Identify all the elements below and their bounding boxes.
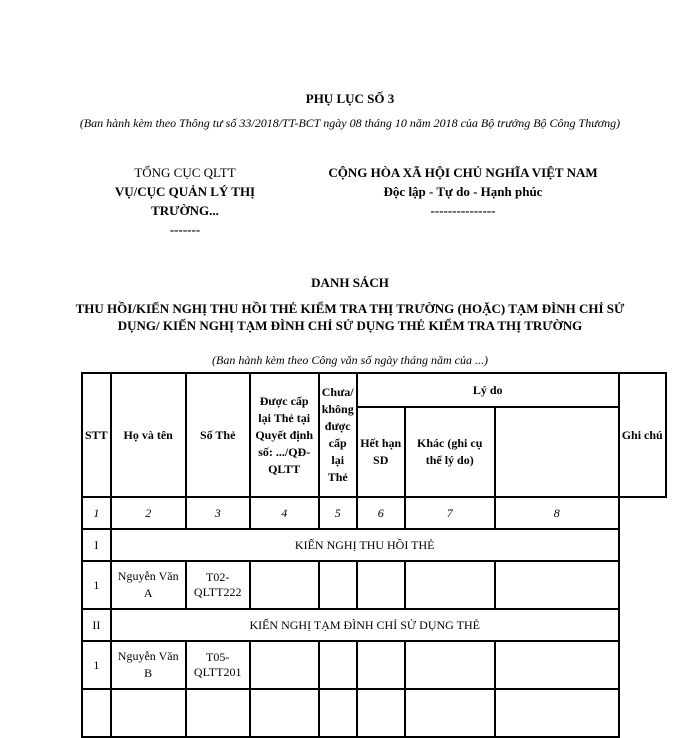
appendix-title: PHỤ LỤC SỐ 3	[305, 91, 395, 106]
row-reissued	[250, 689, 319, 737]
header-notes: Ghi chú	[619, 373, 666, 497]
list-subtitle: THU HỒI/KIẾN NGHỊ THU HỒI THẺ KIỂM TRA THỊ TRƯỜNG (HOẶC) TẠM ĐÌNH CHỈ SỬ DỤNG/ KIẾN NGHỊ TẠM ĐÌNH CHỈ SỬ DỤNG THẺ KIỂM TRA THỊ TRƯỜNG	[75, 301, 625, 333]
section-row-revoke	[82, 529, 666, 561]
row-card-number: T05-QLTT201	[186, 641, 250, 689]
column-number: 8	[495, 497, 619, 529]
row-card-number: T02-QLTT222	[186, 561, 250, 609]
header-card-number: Số Thẻ	[186, 373, 250, 497]
row-other-reason	[405, 641, 495, 689]
column-number: 4	[250, 497, 319, 529]
row-card-number	[186, 689, 250, 737]
row-reissued	[250, 561, 319, 609]
card-list-table	[81, 372, 667, 738]
national-motto: Độc lập - Tự do - Hạnh phúc	[383, 184, 543, 199]
section-label: KIẾN NGHỊ TẠM ĐÌNH CHỈ SỬ DỤNG THẺ	[111, 609, 619, 641]
section-roman: I	[82, 529, 111, 561]
row-notes	[495, 641, 619, 689]
row-stt: 1	[82, 641, 111, 689]
header-name: Họ và tên	[111, 373, 186, 497]
header-reason: Lý do	[357, 373, 619, 407]
row-not-reissued	[319, 689, 357, 737]
agency-separator: -------	[169, 222, 201, 237]
header-other-reason: Khác (ghi cụ thể lý do)	[405, 407, 495, 497]
header-expired: Hết hạn SD	[357, 407, 405, 497]
row-notes	[495, 561, 619, 609]
section-label: KIẾN NGHỊ THU HỒI THẺ	[111, 529, 619, 561]
row-reissued	[250, 641, 319, 689]
row-stt: 1	[82, 561, 111, 609]
row-expired	[357, 689, 405, 737]
table-row	[82, 641, 666, 689]
row-name: Nguyễn Văn A	[111, 561, 186, 609]
column-number: 6	[357, 497, 405, 529]
row-not-reissued	[319, 561, 357, 609]
row-name	[111, 689, 186, 737]
column-number: 5	[319, 497, 357, 529]
table-row-empty	[82, 689, 666, 737]
header-reissued: Được cấp lại Thẻ tại Quyết định số: .../QĐ-QLTT	[250, 373, 319, 497]
section-row-suspend	[82, 609, 666, 641]
issued-note: (Ban hành kèm theo Thông tư số 33/2018/TT-BCT ngày 08 tháng 10 năm 2018 của Bộ trưởng Bộ Công Thương)	[79, 116, 621, 130]
header-not-reissued: Chưa/ không được cấp lại Thẻ	[319, 373, 357, 497]
column-number: 3	[186, 497, 250, 529]
agency-line-1: TỔNG CỤC QLTT	[134, 165, 236, 180]
row-expired	[357, 561, 405, 609]
column-number: 1	[82, 497, 111, 529]
row-other-reason	[405, 561, 495, 609]
row-other-reason	[405, 689, 495, 737]
row-stt	[82, 689, 111, 737]
list-note: (Ban hành kèm theo Công văn số ngày tháng năm của ...)	[212, 353, 488, 367]
row-name: Nguyễn Văn B	[111, 641, 186, 689]
agency-header	[80, 163, 290, 239]
table-row	[82, 561, 666, 609]
section-roman: II	[82, 609, 111, 641]
column-number: 2	[111, 497, 186, 529]
row-not-reissued	[319, 641, 357, 689]
national-title: CỘNG HÒA XÃ HỘI CHỦ NGHĨA VIỆT NAM	[328, 165, 598, 180]
row-expired	[357, 641, 405, 689]
column-number-row	[82, 497, 666, 529]
national-header	[298, 163, 628, 220]
row-notes	[495, 689, 619, 737]
header-stt: STT	[82, 373, 111, 497]
national-separator: ---------------	[430, 203, 496, 218]
list-title: DANH SÁCH	[311, 275, 389, 290]
agency-line-2: VỤ/CỤC QUẢN LÝ THỊ TRƯỜNG...	[114, 184, 256, 218]
table-header-row	[82, 373, 666, 407]
column-number: 7	[405, 497, 495, 529]
